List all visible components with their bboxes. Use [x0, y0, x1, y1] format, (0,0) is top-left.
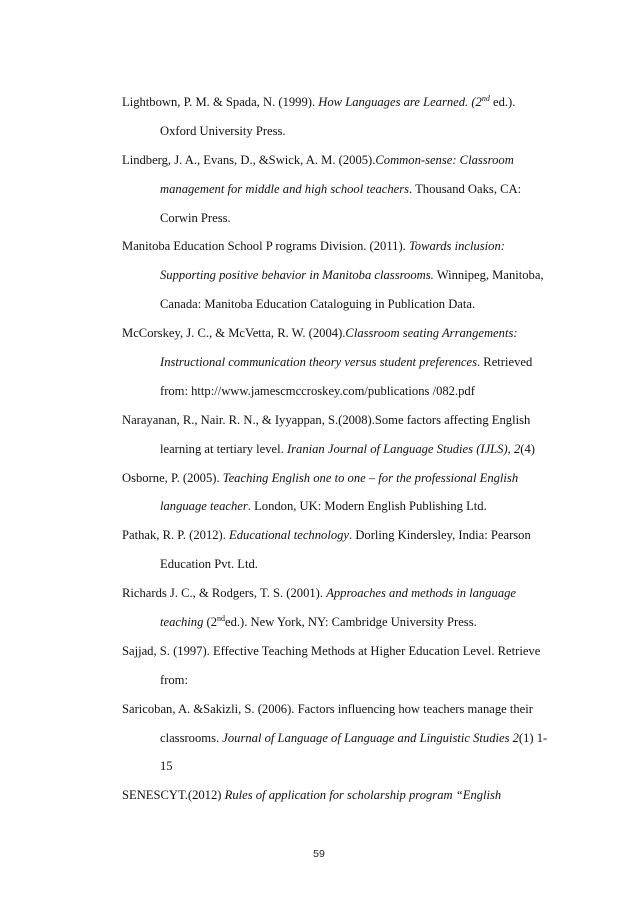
text-run: SENESCYT.(2012) [122, 788, 225, 803]
reference-entry [122, 319, 562, 406]
text-run: . Retrieved [477, 355, 533, 370]
text-run: Education Pvt. Ltd. [160, 557, 258, 572]
text-run: Manitoba Education School P rograms Division. (2011). [122, 239, 409, 254]
text-run: Richards J. C., & Rodgers, T. S. (2001). [122, 586, 327, 601]
text-run: Pathak, R. P. (2012). [122, 528, 230, 543]
reference-continuation-line [122, 348, 562, 377]
italic-text: Classroom seating Arrangements: [345, 326, 518, 341]
italic-text: Educational technology [229, 528, 350, 543]
text-run: from: [160, 672, 188, 687]
text-run: Oxford University Press. [160, 123, 286, 138]
reference-entry [122, 232, 562, 319]
italic-text: Instructional communication theory versus student preferences [160, 355, 477, 370]
text-run: classrooms. [160, 730, 223, 745]
text-run: . Thousand Oaks, CA: [409, 181, 522, 196]
text-run: Narayanan, R., Nair. R. N., & Iyyappan, S.(2008).Some factors affecting English [122, 412, 531, 427]
text-run: 15 [160, 759, 173, 774]
text-run: learning at tertiary level. [160, 441, 287, 456]
reference-continuation-line [122, 435, 562, 464]
reference-continuation-line [122, 550, 562, 579]
reference-entry [122, 695, 562, 782]
italic-text: language teacher [160, 499, 248, 514]
reference-entry [122, 406, 562, 464]
text-run: Osborne, P. (2005). [122, 470, 223, 485]
text-run: Corwin Press. [160, 210, 231, 225]
text-run: Sajjad, S. (1997). Effective Teaching Methods at Higher Education Level. Retrieve [122, 643, 541, 658]
italic-text: Towards inclusion: [408, 239, 505, 254]
reference-entry [122, 579, 562, 637]
text-run: ed.). New York, NY: Cambridge University Press. [225, 615, 477, 630]
reference-first-line [122, 695, 562, 724]
reference-continuation-line [122, 117, 562, 146]
superscript-text: nd [217, 614, 226, 624]
reference-continuation-line [122, 290, 562, 319]
reference-continuation-line [122, 724, 562, 753]
superscript-text: nd [481, 94, 490, 103]
text-run: McCorskey, J. C., & McVetta, R. W. (2004). [122, 326, 346, 341]
reference-list [122, 88, 562, 810]
text-run: (4) [520, 441, 535, 456]
reference-continuation-line [122, 492, 562, 521]
reference-first-line [122, 781, 562, 810]
reference-continuation-line [122, 377, 562, 406]
reference-first-line [122, 521, 562, 550]
reference-first-line [122, 232, 562, 261]
reference-continuation-line [122, 608, 562, 637]
text-run: (1) 1- [518, 730, 548, 745]
text-run: Lindberg, J. A., Evans, D., &Swick, A. M. (2005). [122, 152, 376, 167]
text-run: ed.). [489, 95, 516, 109]
text-run: Canada: Manitoba Education Cataloguing in Publication Data. [160, 297, 476, 312]
reference-continuation-line [122, 752, 562, 781]
italic-text: Approaches and methods in language [326, 586, 517, 601]
reference-entry [122, 464, 562, 522]
reference-first-line [122, 406, 562, 435]
reference-continuation-line [122, 175, 562, 204]
reference-first-line [122, 319, 562, 348]
italic-text: Iranian Journal of Language Studies (IJLS), 2 [286, 441, 521, 456]
italic-text: Rules of application for scholarship program “English [224, 788, 502, 803]
italic-text: Teaching English one to one – for the professional English [222, 470, 519, 485]
text-run: . London, UK: Modern English Publishing Ltd. [247, 499, 487, 514]
italic-text: management for middle and high school teachers [160, 181, 410, 196]
text-run: . Dorling Kindersley, India: Pearson [349, 528, 531, 543]
text-run: Winnipeg, Manitoba, [433, 268, 544, 283]
reference-first-line [122, 464, 562, 493]
reference-entry [122, 146, 562, 233]
reference-first-line [122, 88, 562, 117]
text-run: from: http://www.jamescmccroskey.com/publications /082.pdf [160, 383, 475, 398]
reference-first-line [122, 146, 562, 175]
text-run: (2 [203, 615, 218, 630]
text-run: Lightbown, P. M. & Spada, N. (1999). [122, 95, 319, 109]
italic-text: Common-sense: Classroom [375, 152, 514, 167]
reference-continuation-line [122, 204, 562, 233]
reference-continuation-line [122, 666, 562, 695]
reference-entry [122, 637, 562, 695]
italic-text: How Languages are Learned. (2 [318, 95, 482, 109]
italic-text: Journal of Language of Language and Linguistic Studies 2 [222, 730, 519, 745]
reference-first-line [122, 637, 562, 666]
reference-entry [122, 88, 562, 146]
reference-entry [122, 781, 562, 810]
text-run: Saricoban, A. &Sakizli, S. (2006). Factors influencing how teachers manage their [122, 701, 533, 716]
reference-first-line [122, 579, 562, 608]
page-number: 59 [313, 848, 325, 860]
italic-text: Supporting positive behavior in Manitoba classrooms. [160, 268, 434, 283]
reference-continuation-line [122, 261, 562, 290]
reference-entry [122, 521, 562, 579]
italic-text: teaching [160, 615, 204, 630]
